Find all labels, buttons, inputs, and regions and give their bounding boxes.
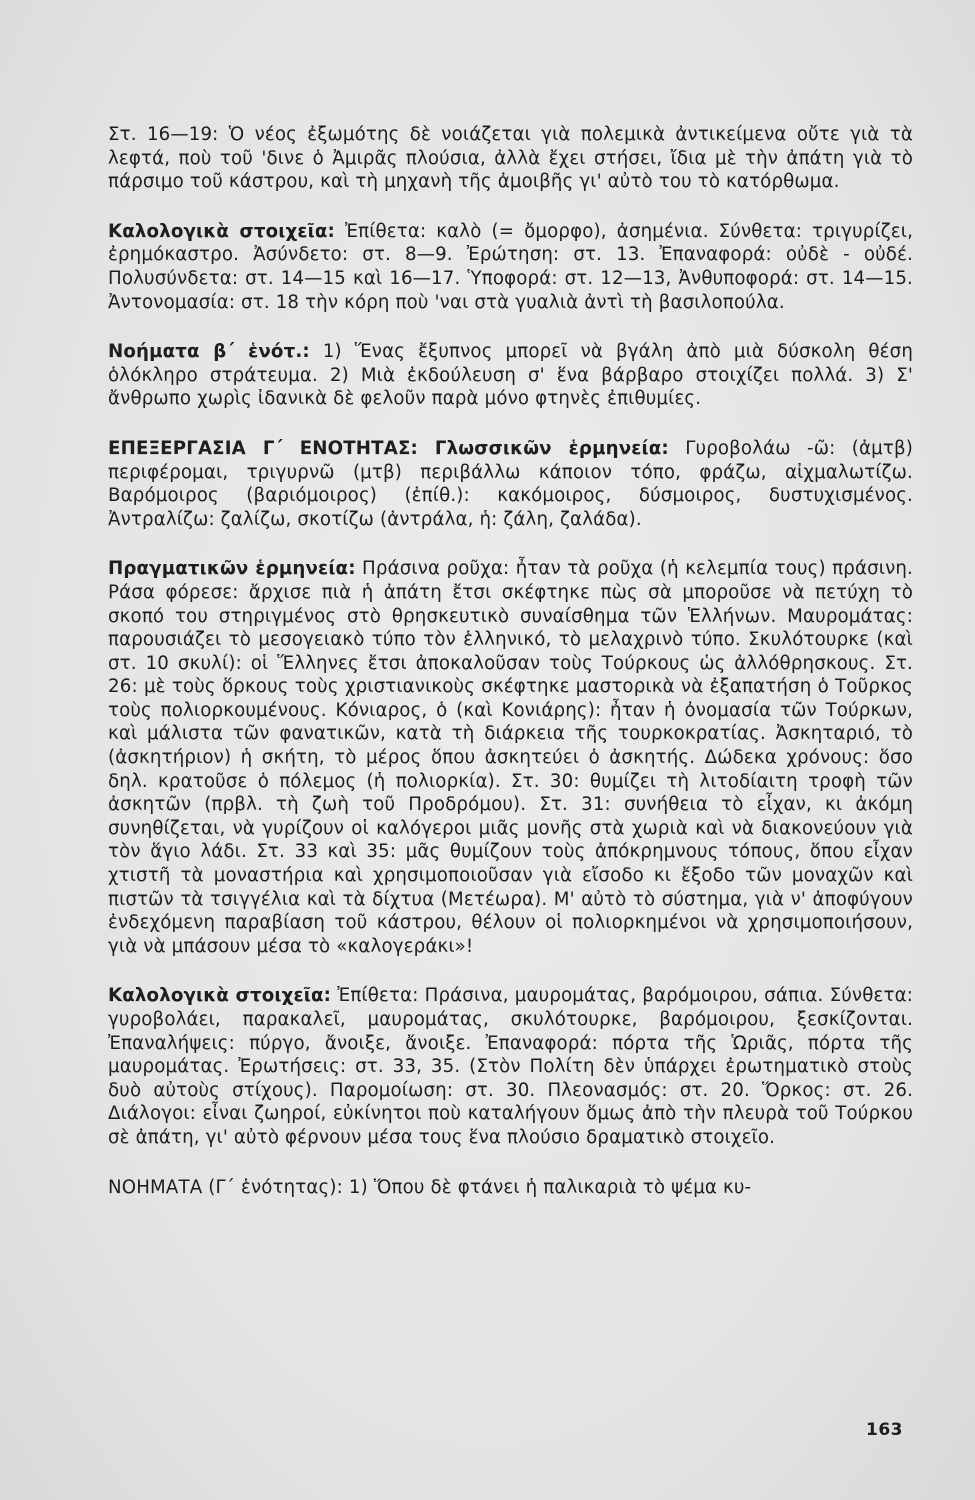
paragraph-meanings-b (108, 340, 913, 411)
paragraph-heading: Καλολογικὰ στοιχεῖα: (108, 220, 335, 242)
paragraph-heading: ΕΠΕΞΕΡΓΑΣΙΑ Γ΄ ΕΝΟΤΗΤΑΣ: Γλωσσικῶν ἑρμηνεία: (108, 437, 669, 459)
paragraph-text: Ἐπίθετα: Πράσινα, μαυρομάτας, βαρόμοιρου, σάπια. Σύνθετα: γυροβολάει, παρακαλεῖ, μαυρομάτας, σκυλότουρκε, βαρόμοιρου, ξεσκίζονται. Ἐπαναλήψεις: πύργο, ἄνοιξε, ἄνοιξε. Ἐπαναφορά: πόρτα τῆς Ὡριᾶς, πόρτα τῆς μαυρομάτας. Ἐρωτήσεις: στ. 33, 35. (Στὸν Πολίτη δὲν ὑπάρχει ἐρωτηματικὸ στοὺς δυὸ αὐτοὺς στίχους). Παρομοίωση: στ. 30. Πλεονασμός: στ. 20. Ὅρκος: στ. 26. Διάλογοι: εἶναι ζωηροί, εὐκίνητοι ποὺ καταλήγουν ὅμως ἀπὸ τὴν πλευρὰ τοῦ Τούρκου σὲ ἀπάτη, γι' αὐτὸ φέρνουν μέσα τους ἕνα πλούσιο δραματικὸ στοιχεῖο. (108, 985, 913, 1148)
paragraph-heading: Νοήματα β΄ ἑνότ.: (108, 341, 310, 363)
paragraph-rhetorical-devices-c (108, 984, 913, 1149)
paragraph-heading: ΝΟΗΜΑΤΑ (Γ΄ ἑνότητας): (108, 1176, 343, 1198)
paragraph-verses-16-19 (108, 123, 913, 194)
text-body (108, 123, 913, 1225)
paragraph-text: 1) Ὅπου δὲ φτάνει ἡ παλικαριὰ τὸ ψέμα κυ- (348, 1176, 752, 1198)
paragraph-heading: Καλολογικὰ στοιχεῖα: (108, 985, 332, 1007)
paragraph-text: 1) Ἕνας ἔξυπνος μπορεῖ νὰ βγάλη ἀπὸ μιὰ δύσκολη θέση ὁλόκληρο στράτευμα. 2) Μιὰ ἐκδούλευση σ' ἕνα βάρβαρο στοιχίζει πολλά. 3) Σ' ἄνθρωπο χωρὶς ἰδανικὰ δὲ φελοῦν παρὰ μόνο φτηνὲς ἐπιθυμίες. (108, 341, 914, 410)
paragraph-text: Γυροβολάω -ῶ: (ἀμτβ) περιφέρομαι, τριγυρνῶ (μτβ) περιβάλλω κάποιον τόπο, φράζω, αἰχμαλωτίζω. Βαρόμοιρος (βαριόμοιρος) (ἐπίθ.): κακόμοιρος, δύσμοιρος, δυστυχισμένος. Ἀντραλίζω: ζαλίζω, σκοτίζω (ἀντράλα, ἡ: ζάλη, ζαλάδα). (108, 437, 913, 530)
paragraph-factual-notes (108, 557, 913, 958)
paragraph-text: Πράσινα ροῦχα: ἦταν τὰ ροῦχα (ἡ κελεμπία τους) πράσινη. Ράσα φόρεσε: ἄρχισε πιὰ ἡ ἀπάτη ἔτσι σκέφτηκε πὼς σὰ μποροῦσε νὰ πετύχη τὸ σκοπό του στηριγμένος στὸ θρησκευτικὸ συναίσθημα τῶν Ἑλλήνων. Μαυρομάτας: παρουσιάζει τὸ μεσογειακὸ τύπο τὸν ἑλληνικό, τὸ μελαχρινὸ τύπο. Σκυλότουρκε (καὶ στ. 10 σκυλί): οἱ Ἕλληνες ἔτσι ἀποκαλοῦσαν τοὺς Τούρκους ὡς ἀλλόθρησκους. Στ. 26: μὲ τοὺς ὅρκους τοὺς χριστιανικοὺς σκέφτηκε μαστορικὰ νὰ ἐξαπατήση ὁ Τοῦρκος τοὺς πολιορκουμένους. Κόνιαρος, ὁ (καὶ Κονιάρης): ἦταν ἡ ὀνομασία τῶν Τούρκων, καὶ μάλιστα τῶν φανατικῶν, κατὰ τὴ διάρκεια τῆς τουρκοκρατίας. Ἀσκηταριό, τὸ (ἀσκητήριον) ἡ σκήτη, τὸ μέρος ὅπου ἀσκητεύει ὁ ἀσκητής. Δώδεκα χρόνους: ὅσο δηλ. κρατοῦσε ὁ πόλεμος (ἡ πολιορκία). Στ. 30: θυμίζει τὴ λιτοδίαιτη τροφὴ τῶν ἀσκητῶν (πρβλ. τὴ ζωὴ τοῦ Προδρόμου). Στ. 31: συνήθεια τὸ εἶχαν, κι ἀκόμη συνηθίζεται, νὰ γυρίζουν οἱ καλόγεροι μιᾶς μονῆς στὰ χωριὰ καὶ νὰ διακονεύουν γιὰ τὸν ἅγιο λάδι. Στ. 33 καὶ 35: μᾶς θυμίζουν τοὺς ἀπόκρημνους τόπους, ὅπου εἶχαν χτιστῆ τὰ μοναστήρια καὶ χρησιμοποιοῦσαν γιὰ εἴσοδο κι ἔξοδο τῶν μοναχῶν καὶ πιστῶν τὰ τσιγγέλια καὶ τὰ δίχτυα (Μετέωρα). Μ' αὐτὸ τὸ σύστημα, γιὰ ν' ἀποφύγουν ἐνδεχόμενη παραβίαση τοῦ κάστρου, θέλουν οἱ πολιορκημένοι νὰ χρησιμοποιήσουν, γιὰ νὰ μπάσουν μέσα τὸ «καλογεράκι»! (108, 558, 913, 957)
paragraph-meanings-c (108, 1176, 913, 1200)
paragraph-text: Ἐπίθετα: καλὸ (= ὄμορφο), ἀσημένια. Σύνθετα: τριγυρίζει, ἐρημόκαστρο. Ἀσύνδετο: στ. 8—9. Ἐρώτηση: στ. 13. Ἐπαναφορά: οὐδὲ - οὐδέ. Πολυσύνδετα: στ. 14—15 καὶ 16—17. Ὑποφορά: στ. 12—13, Ἀνθυποφορά: στ. 14—15. Ἀντονομασία: στ. 18 τὴν κόρη ποὺ 'ναι στὰ γυαλιὰ ἀντὶ τὴ βασιλοπούλα. (108, 220, 914, 313)
page-number: 163 (866, 1420, 903, 1440)
paragraph-heading: Πραγματικῶν ἑρμηνεία: (108, 558, 356, 580)
paragraph-section-c-language (108, 437, 913, 531)
paragraph-text: Στ. 16—19: Ὁ νέος ἐξωμότης δὲ νοιάζεται γιὰ πολεμικὰ ἀντικείμενα οὔτε γιὰ τὰ λεφτά, ποὺ τοῦ 'δινε ὁ Ἀμιρᾶς πλούσια, ἀλλὰ ἔχει στήσει, ἴδια μὲ τὴν ἀπάτη γιὰ τὸ πάρσιμο τοῦ κάστρου, καὶ τὴ μηχανὴ τῆς ἀμοιβῆς γι' αὐτὸ του τὸ κατόρθωμα. (108, 124, 913, 193)
paragraph-rhetorical-devices-b (108, 220, 913, 314)
